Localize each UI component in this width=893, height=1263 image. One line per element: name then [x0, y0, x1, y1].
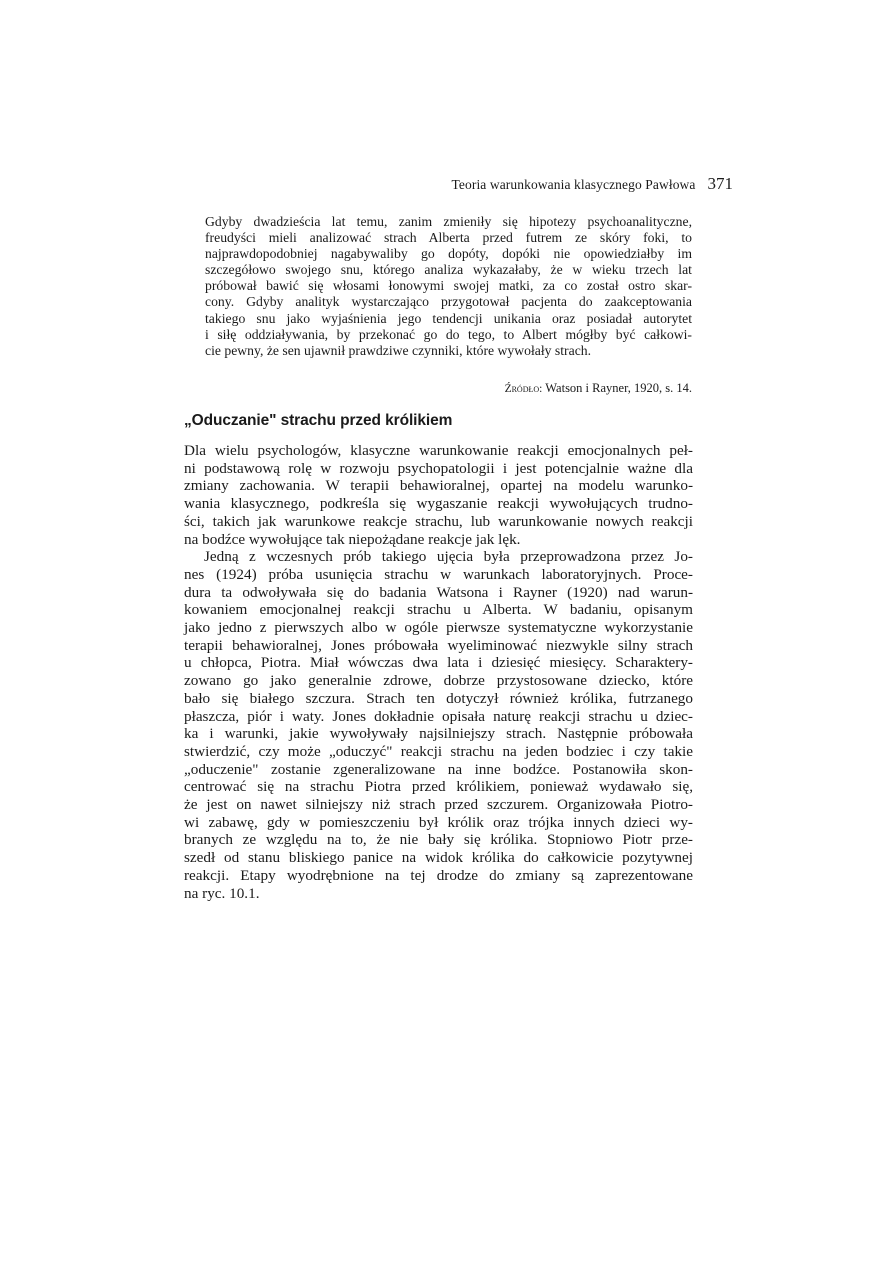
body-line: zmiany zachowania. W terapii behawioralnej, opartej na modelu warunko- [184, 477, 693, 495]
body-text [184, 442, 693, 902]
body-line: nes (1924) próba usunięcia strachu w warunkach laboratoryjnych. Proce- [184, 565, 693, 583]
body-line: Dla wielu psychologów, klasyczne warunkowanie reakcji emocjonalnych peł- [184, 442, 693, 459]
source-text: Watson i Rayner, 1920, s. 14. [545, 381, 692, 395]
body-line: płaszcza, piór i waty. Jones dokładnie opisała naturę reakcji strachu u dziec- [184, 707, 693, 725]
quote-line: takiego snu jako wyjaśnienia jego tendencji unikania oraz posiadał autorytet [205, 310, 692, 326]
quote-line: próbował bawić się włosami łonowymi swojej matki, za co został ostro skar- [205, 278, 692, 294]
quote-line: freudyści mieli analizować strach Alberta przed futrem ze skóry foki, to [205, 230, 692, 246]
body-line: Jedną z wczesnych prób takiego ujęcia była przeprowadzona przez Jo- [204, 548, 693, 566]
body-line: że jest on nawet silniejszy niż strach przed szczurem. Organizowała Piotro- [184, 796, 693, 814]
body-line: ści, takich jak warunkowe reakcje strachu, lub warunkowanie nowych reakcji [184, 512, 693, 530]
section-heading: „Oduczanie" strachu przed królikiem [184, 412, 453, 429]
quote-line: cony. Gdyby analityk wystarczająco przygotował pacjenta do zaakceptowania [205, 294, 692, 310]
quote-line: szczegółowo swojego snu, którego analiza wykazałaby, że w wieku trzech lat [205, 262, 692, 278]
quote-line: najprawdopodobniej nagabywaliby go dopóty, dopóki nie opowiedziałby im [205, 246, 692, 262]
body-line: kowaniem emocjonalnej reakcji strachu u Alberta. W badaniu, opisanym [184, 601, 693, 619]
body-line: szedł od stanu bliskiego panice na widok królika do całkowicie pozytywnej [184, 849, 693, 867]
running-head-title: Teoria warunkowania klasycznego Pawłowa [451, 177, 696, 192]
body-line: terapii behawioralnej, Jones próbowała wyeliminować niezwykle silny strach [184, 636, 693, 654]
page-number: 371 [707, 174, 733, 193]
body-line: stwierdzić, czy może „oduczyć" reakcji strachu na jeden bodziec i czy takie [184, 742, 693, 760]
body-line: centrować się na strachu Piotra przed królikiem, ponieważ wydawało się, [184, 778, 693, 796]
body-line: jako jedno z pierwszych albo w ogóle pierwsze systematyczne wykorzystanie [184, 619, 693, 637]
body-line: wania klasycznego, podkreśla się wygaszanie reakcji wywołujących trudno- [184, 495, 693, 513]
body-line: ka i warunki, jakie wywoływały najsilniejszy strach. Następnie próbowała [184, 725, 693, 743]
source-label: Źródło: [504, 383, 543, 395]
body-line: „oduczenie" zostanie zgeneralizowane na inne bodźce. Postanowiła skon- [184, 760, 693, 778]
quote-line: i siłę oddziaływania, by przekonać go do tego, to Albert mógłby być całkowi- [205, 326, 692, 342]
body-line: ni podstawową rolę w rozwoju psychopatologii i jest potencjalnie ważne dla [184, 459, 693, 477]
paragraph-2 [184, 548, 693, 902]
body-line: u chłopca, Piotra. Miał wówczas dwa lata i dziesięć miesięcy. Scharaktery- [184, 654, 693, 672]
running-head [452, 174, 734, 194]
quote-line: cie pewny, że sen ujawnił prawdziwe czynniki, które wywołały strach. [205, 342, 592, 358]
body-line: wi zabawę, gdy w pomieszczeniu był królik oraz trójka innych dzieci wy- [184, 813, 693, 831]
block-quote [205, 214, 692, 359]
body-line: branych ze względu na to, że nie bały się królika. Stopniowo Piotr prze- [184, 831, 693, 849]
body-line: bało się białego szczura. Strach ten dotyczył również królika, futrzanego [184, 689, 693, 707]
quote-line: Gdyby dwadzieścia lat temu, zanim zmieniły się hipotezy psychoanalityczne, [205, 214, 692, 229]
source-citation [205, 381, 692, 396]
body-line: reakcji. Etapy wyodrębnione na tej drodze do zmiany są zaprezentowane [184, 866, 693, 884]
body-line: zowano go jako generalnie zdrowe, dobrze przystosowane dziecko, które [184, 672, 693, 690]
body-line: dura ta odwoływała się do badania Watsona i Rayner (1920) nad warun- [184, 583, 693, 601]
body-line: na bodźce wywołujące tak niepożądane reakcje jak lęk. [184, 530, 521, 548]
body-line: na ryc. 10.1. [184, 884, 260, 902]
paragraph-1 [184, 442, 693, 548]
